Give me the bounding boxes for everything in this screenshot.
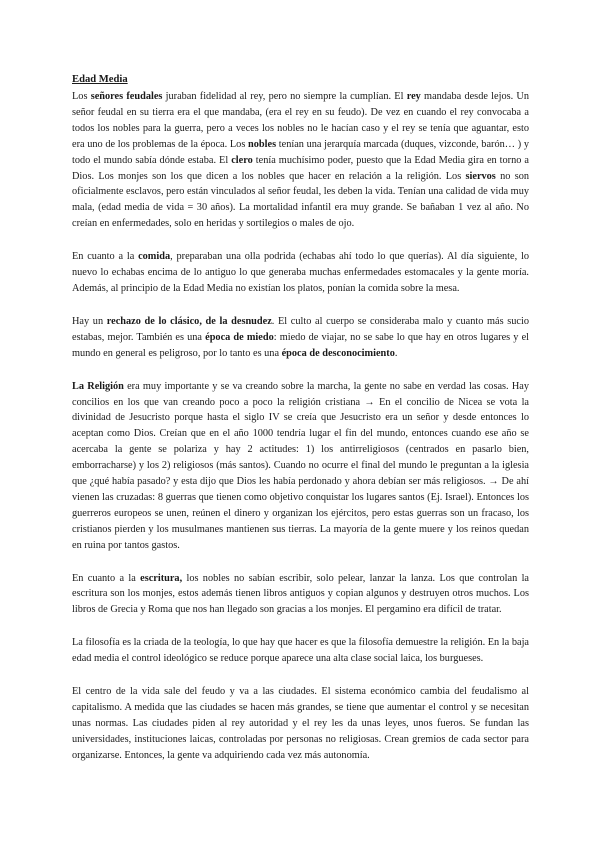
text-run: . El culto al cuerpo se consideraba malo y cuanto más sucio estabas, mejor. También es una xyxy=(72,315,529,343)
text-run: los nobles no sabían escribir, solo pelear, lanzar la lanza. Los que controlan la escritura son los monjes, estos además tienen libros antiguos y copian algunos y destruyen otros muchos. Los libros de Grecia y Roma que nos han llegado son gracias a los monjes. El pergamino era difícil de tratar. xyxy=(72,572,529,616)
text-run: Los xyxy=(72,91,91,102)
bold-text: época de desconocimiento xyxy=(281,347,395,359)
paragraph xyxy=(72,249,529,297)
text-run: Hay un xyxy=(72,315,107,327)
bold-text: señores feudales xyxy=(90,91,163,102)
text-run: En cuanto a la xyxy=(72,251,139,263)
bold-text: escritura, xyxy=(140,572,183,584)
text-run: mandaba desde lejos. Un señor feudal en su tierra era el que mandaba, (era el rey en su feudo). De vez en cuando el rey convocaba a todos los nobles para la guerra, pero a veces los nobles no le hacían caso y el rey se tenía que aguantar, esto era uno de los problemas de la época. Los xyxy=(72,91,530,150)
paragraph xyxy=(72,379,529,554)
bold-text: época de miedo xyxy=(205,331,274,343)
text-run: juraban fidelidad al rey, pero no siempre la cumplían. El xyxy=(162,91,407,102)
text-run: no son oficialmente esclavos, pero están vinculados al señor feudal, les deben la vida. Tenían una calidad de vida muy mala, (edad media de vida = 30 años). La mortalidad infantil era muy grande. Se bañaban 1 vez al año. No creían en enfermedades, solo en heridas y sortilegios o males de ojo. xyxy=(72,170,529,230)
text-run: En cuanto a la xyxy=(72,572,141,584)
text-run: : miedo de viajar, no se sabe lo que hay en otros lugares y el mundo en general es peligroso, por lo tanto es una xyxy=(72,331,530,359)
bold-text: siervos xyxy=(465,170,496,182)
bold-text: comida xyxy=(138,251,171,263)
bold-text: nobles xyxy=(248,138,277,150)
text-run: tenía muchísimo poder, puesto que la Edad Media gira en torno a Dios. Los monjes son los que dicen a los nobles que hacer en relación a la religión. Los xyxy=(72,154,529,182)
text-run: La filosofía es la criada de la teología, lo que hay que hacer es que la filosofía demuestre la religión. En la baja edad media el control ideológico se reduce porque aparece una alta clase social laica, los burgueses. xyxy=(72,637,529,665)
bold-text: rechazo de lo clásico, de la desnudez xyxy=(106,315,272,327)
paragraph xyxy=(72,89,529,232)
bold-text: La Religión xyxy=(72,380,124,392)
text-run: , preparaban una olla podrida (echabas ahí todo lo que querías). Al día siguiente, lo nuevo lo echabas encima de lo antiguo lo que generaba muchas enfermedades estomacales y la gente moría. Además, al principio de la Edad Media no existían los platos, ponían la comida sobre la mesa. xyxy=(72,251,529,294)
text-run: tenían una jerarquía marcada (duques, vizconde, barón… ) y todo el mundo sabía dónde estaba. El xyxy=(72,138,529,166)
document-title: Edad Media xyxy=(72,74,128,85)
bold-text: clero xyxy=(231,154,253,166)
paragraph xyxy=(72,571,529,619)
document-body xyxy=(72,89,529,764)
paragraph xyxy=(72,314,529,362)
text-run: . xyxy=(394,347,398,359)
paragraph xyxy=(72,684,529,764)
text-run: era muy importante y se va creando sobre la marcha, la gente no sabe en verdad las cosas. Hay concilios en los que van creando poco a poco la religión cristiana → En el concilio de Nicea se vota la divinidad de Jesucristo porque hasta el siglo IV se creía que Jesucristo era un señor y desde entonces lo aceptan como Dios. Creían que en el año 1000 tendría lugar el fin del mundo, entonces cuando ese año se acercaba la gente se polariza y hay 2 actitudes: 1) los antirreligiosos (centrados en pasarlo bien, emborracharse) y los 2) religiosos (más santos). Cuando no ocurre el final del mundo le preguntan a la iglesia que ¿qué había pasado? y esta dijo que Dios les había perdonado y ahora debían ser más religiosos. → De ahí vienen las cruzadas: 8 guerras que tienen como objetivo conquistar los lugares santos (Ej. Israel). Entonces los guerreros europeos se unen, reúnen el dinero y organizan los ejércitos, pero estas guerras son un fracaso, los cristianos pierden y los musulmanes mantienen sus tierras. La mayoría de la gente muere y los reinos quedan en ruina por tantos gastos. xyxy=(72,380,530,551)
bold-text: rey xyxy=(406,91,421,102)
text-run: El centro de la vida sale del feudo y va a las ciudades. El sistema económico cambia del feudalismo al capitalismo. A medida que las ciudades se hacen más grandes, se tiene que aumentar el control y se necesitan unas normas. Las ciudades piden al rey autoridad y el rey les da unas leyes, unos fueros. Se fundan las universidades, instituciones laicas, controladas por personas no religiosas. Crean gremios de cada sector para organizarse. Entonces, la gente va adquiriendo cada vez más autonomía. xyxy=(72,686,529,761)
paragraph xyxy=(72,635,529,667)
